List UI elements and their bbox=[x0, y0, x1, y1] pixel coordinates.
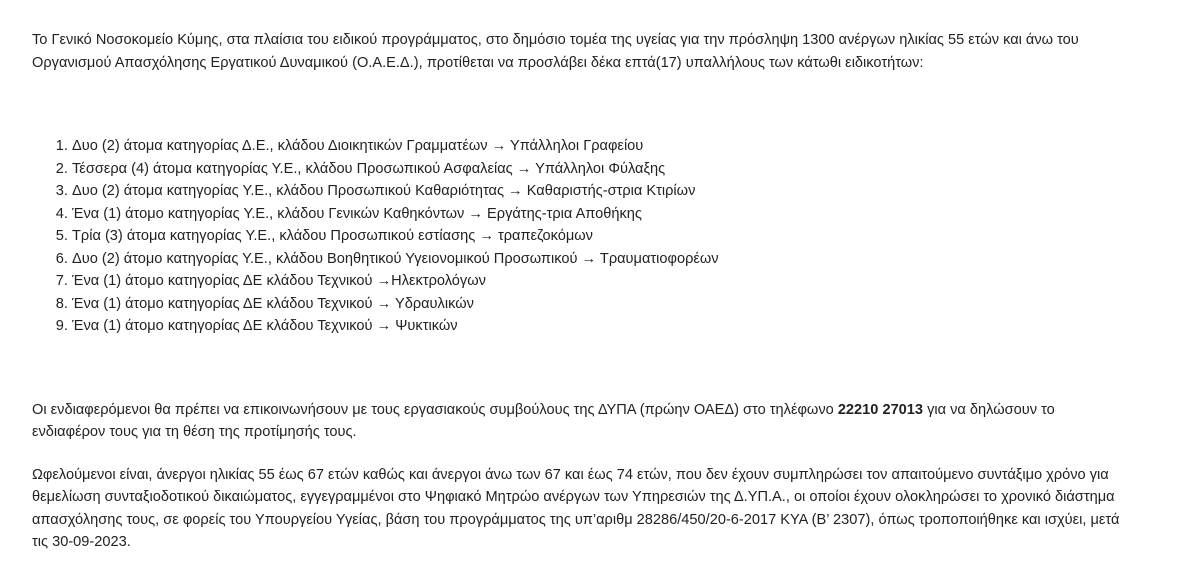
list-item: 9. Ένα (1) άτομο κατηγορίας ΔΕ κλάδου Τεχνικού → Ψυκτικών bbox=[72, 315, 1155, 338]
list-item: 5. Τρία (3) άτομα κατηγορίας Υ.Ε., κλάδου Προσωπικού εστίασης → τραπεζοκόμων bbox=[72, 225, 1155, 248]
list-item: 1. Δυο (2) άτομα κατηγορίας Δ.Ε., κλάδου Διοικητικών Γραμματέων → Υπάλληλοι Γραφείου bbox=[72, 135, 1155, 158]
list-item: 8. Ένα (1) άτομο κατηγορίας ΔΕ κλάδου Τεχνικού → Υδραυλικών bbox=[72, 293, 1155, 316]
phone-number: 22210 27013 bbox=[837, 401, 924, 418]
list-item: 4. Ένα (1) άτομο κατηγορίας Υ.Ε., κλάδου Γενικών Καθηκόντων → Εργάτης-τρια Αποθήκης bbox=[72, 203, 1155, 226]
contact-paragraph bbox=[32, 399, 1132, 444]
list-item: 6. Δυο (2) άτομο κατηγορίας Υ.Ε., κλάδου Βοηθητικού Υγειονομικού Προσωπικού → Τραυματιοφορέων bbox=[72, 248, 1155, 271]
list-item: 3. Δυο (2) άτομα κατηγορίας Υ.Ε., κλάδου Προσωπικού Καθαριότητας → Καθαριστής-στρια Κτιρίων bbox=[72, 180, 1155, 203]
contact-text-after: για να δηλώσουν το ενδιαφέρον τους για τη θέση της προτίμησής τους. bbox=[32, 401, 1055, 440]
positions-list bbox=[32, 135, 1155, 338]
list-item: 2. Τέσσερα (4) άτομα κατηγορίας Υ.Ε., κλάδου Προσωπικού Ασφαλείας → Υπάλληλοι Φύλαξης bbox=[72, 158, 1155, 181]
list-item: 7. Ένα (1) άτομο κατηγορίας ΔΕ κλάδου Τεχνικού →Ηλεκτρολόγων bbox=[72, 270, 1155, 293]
eligibility-paragraph: Ωφελούμενοι είναι, άνεργοι ηλικίας 55 έως 67 ετών καθώς και άνεργοι άνω των 67 και έως 74 ετών, που δεν έχουν συμπληρώσει τον απαιτούμενο συντάξιμο χρόνο για θεμελίωση συνταξιοδοτικού δικαιώματος, εγγεγραμμένοι στο Ψηφιακό Μητρώο ανέργων των Υπηρεσιών της Δ.ΥΠ.Α., οι οποίοι έχουν ολοκληρώσει το χρονικό διάστημα απασχόλησης τους, σε φορείς του Υπουργείου Υγείας, βάση του προγράμματος της υπ’αριθμ 28286/450/20-6-2017 ΚΥΑ (Β’ 2307), όπως τροποποιήθηκε και ισχύει, μετά τις 30-09-2023. bbox=[32, 466, 1120, 550]
intro-paragraph: Το Γενικό Νοσοκομείο Κύμης, στα πλαίσια του ειδικού προγράμματος, στο δημόσιο τομέα της υγείας για την πρόσληψη 1300 ανέργων ηλικίας 55 ετών και άνω του Οργανισμού Απασχόλησης Εργατικού Δυναμικού (Ο.Α.Ε.Δ.), προτίθεται να προσλάβει δέκα επτά(17) υπαλλήλους των κάτωθι ειδικοτήτων: bbox=[32, 32, 1079, 71]
contact-text-before: Οι ενδιαφερόμενοι θα πρέπει να επικοινωνήσουν με τους εργασιακούς συμβούλους της ΔΥΠΑ (πρώην ΟΑΕΔ) στο τηλέφωνο bbox=[32, 401, 838, 418]
